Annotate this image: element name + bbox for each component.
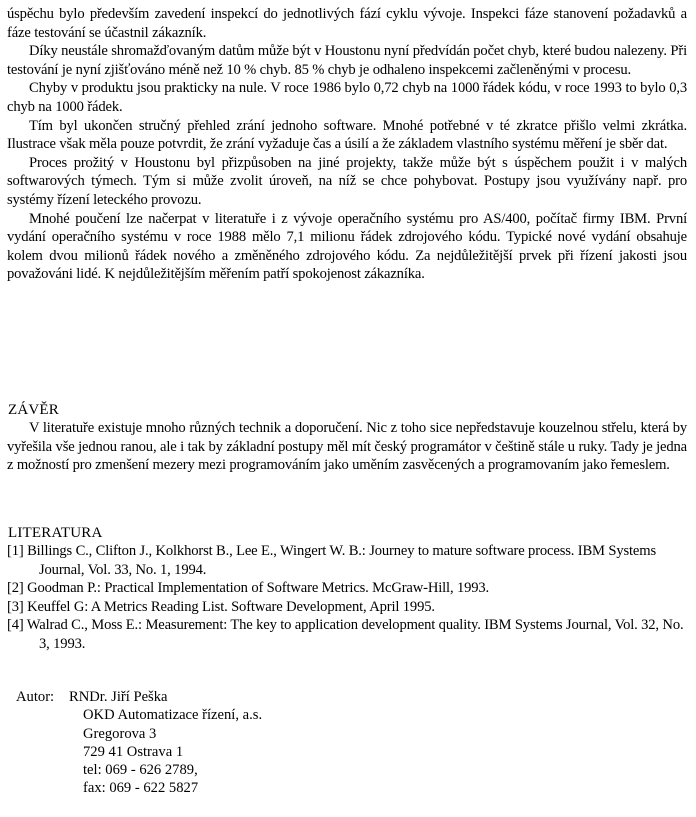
literature-item-2: [2] Goodman P.: Practical Implementation of Software Metrics. McGraw-Hill, 1993. <box>7 580 490 597</box>
author-city: 729 41 Ostrava 1 <box>83 743 184 760</box>
body-paragraph-2: Díky neustále shromažďovaným datům může být v Houstonu nyní předvídán počet chyb, které budou nalezeny. Při testování je nyní zjišťováno méně než 10 % chyb. 85 % chyb je odhaleno inspekcemi začleněnými v procesu. <box>7 43 687 78</box>
body-paragraph-6: Mnohé poučení lze načerpat v literatuře i z vývoje operačního systému pro AS/400, počítač firmy IBM. První vydání operačního systému v roce 1988 mělo 7,1 milionu řádek zdrojového kódu. Typické nové vydání obsahuje kolem dvou milionů řádek nového a změněného zdrojového kódu. Za nejdůležitější prvek při řízení jakosti jsou považováni lidé. K nejdůležitějším měřením patří spokojenost zákazníka. <box>7 210 687 283</box>
body-paragraph-5: Proces prožitý v Houstonu byl přizpůsoben na jiné projekty, takže může být s úspěchem použit i v malých softwarových týmech. Tým si může zvolit úroveň, na níž se chce pohybovat. Postupy jsou využívány např. pro systémy řízení leteckého provozu. <box>7 154 687 208</box>
author-fax: fax: 069 - 622 5827 <box>83 780 199 797</box>
literature-item-1: [1] Billings C., Clifton J., Kolkhorst B., Lee E., Wingert W. B.: Journey to mature software process. IBM Systems Journal, Vol. 33, No. 1, 1994. <box>7 543 656 578</box>
literature-item-4: [4] Walrad C., Moss E.: Measurement: The key to application development quality. IBM Systems Journal, Vol. 32, No. 3, 1993. <box>7 617 684 652</box>
body-paragraph-1: úspěchu bylo především zavedení inspekcí do jednotlivých fází cyklu vývoje. Inspekci fáze stanovení požadavků a fáze testování se účastnil zákazník. <box>7 6 687 41</box>
author-label: Autor: <box>16 689 55 705</box>
literature-item-3: [3] Keuffel G: A Metrics Reading List. Software Development, April 1995. <box>7 598 435 615</box>
conclusion-paragraph: V literatuře existuje mnoho různých technik a doporučení. Nic z toho sice nepředstavuje kouzelnou střelu, která by vyřešila vše jednou ranou, ale i tak by základní postupy měl mít český programátor v češtině stále u ruky. Tady je jedna z možností pro zmenšení mezery mezi programováním jako uměním zasvěcených a programovaním jako řemeslem. <box>7 420 687 474</box>
literature-list <box>7 542 687 654</box>
body-text <box>7 5 687 284</box>
body-paragraph-4: Tím byl ukončen stručný přehled zrání jednoho software. Mnohé potřebné v té zkratce přišlo velmi zkrátka. Ilustrace však měla pouze potvrdit, že zrání vyžaduje čas a úsilí a že základem vlastního systému měření je sběr dat. <box>7 117 687 153</box>
author-street: Gregorova 3 <box>83 725 157 742</box>
author-phone: tel: 069 - 626 2789, <box>83 762 198 779</box>
conclusion-heading: ZÁVĚR <box>8 402 59 418</box>
literature-heading: LITERATURA <box>8 525 103 541</box>
author-name: RNDr. Jiří Peška <box>69 689 168 705</box>
author-company: OKD Automatizace řízení, a.s. <box>83 707 263 724</box>
body-paragraph-3: Chyby v produktu jsou prakticky na nule. V roce 1986 bylo 0,72 chyb na 1000 řádek kódu, v roce 1993 to bylo 0,3 chyb na 1000 řádek. <box>7 80 687 115</box>
conclusion-text <box>7 419 687 475</box>
author-contact <box>69 688 369 798</box>
